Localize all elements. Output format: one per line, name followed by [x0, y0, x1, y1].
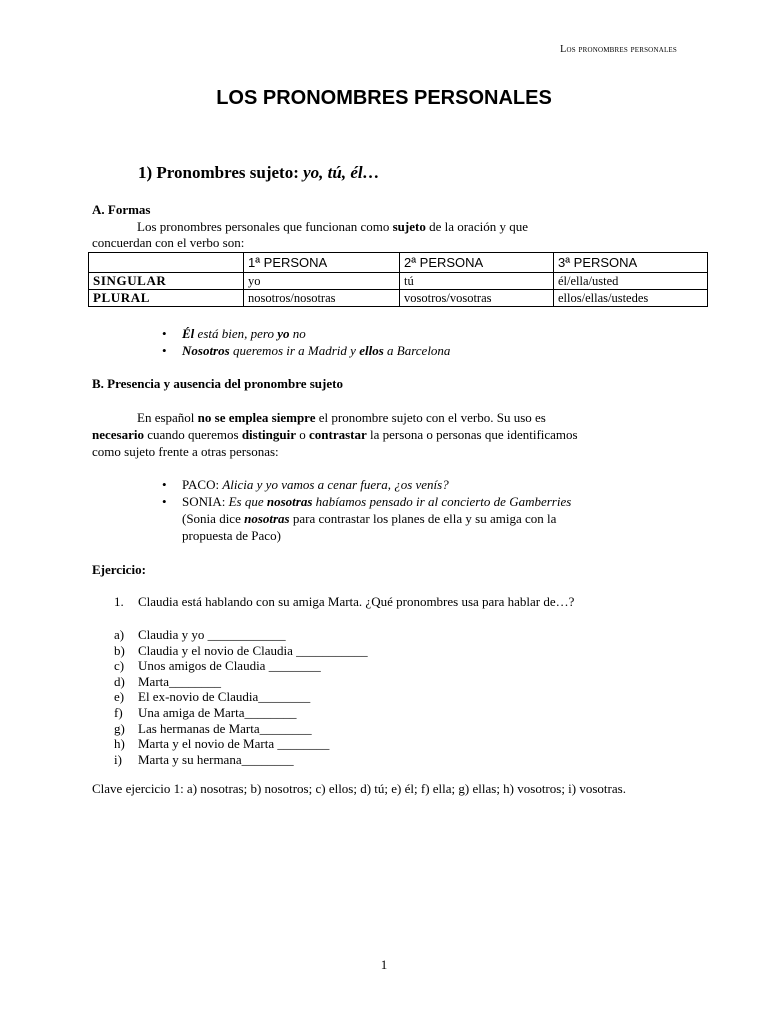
note-text: propuesta de Paco): [182, 528, 281, 543]
item-text: Claudia y el novio de Claudia ___________: [138, 642, 368, 658]
dialog-line: habíamos pensado ir al concierto de Gamberries: [312, 494, 572, 509]
bullet-icon: •: [162, 326, 167, 341]
table-row: [89, 273, 708, 290]
part-a-intro: [92, 219, 682, 251]
paragraph-text: la persona o personas que identificamos: [366, 427, 578, 442]
list-item: [162, 494, 702, 510]
section-heading-pronouns: yo, tú, él…: [303, 163, 380, 182]
part-a-heading: A. Formas: [92, 202, 151, 217]
item-text: Una amiga de Marta________: [138, 704, 297, 720]
item-text: Claudia y yo ____________: [138, 627, 286, 642]
paragraph-text: En español: [137, 410, 198, 425]
paragraph-emphasis: contrastar: [309, 427, 367, 442]
example-pronoun: ellos: [359, 343, 384, 358]
bullet-icon: •: [162, 343, 167, 358]
paragraph-text: como sujeto frente a otras personas:: [92, 444, 279, 459]
dialog-speaker: SONIA:: [182, 494, 229, 509]
dialog-speaker: PACO:: [182, 477, 223, 492]
table-cell: vosotros/vosotras: [400, 290, 554, 307]
note-emphasis: nosotras: [244, 511, 290, 526]
item-label: a): [114, 627, 125, 642]
page-title: LOS PRONOMBRES PERSONALES: [216, 87, 552, 109]
item-text: Marta y su hermana________: [138, 751, 294, 767]
example-pronoun: Nosotros: [182, 343, 230, 358]
note-text: (Sonia dice: [182, 511, 245, 526]
paragraph-text: cuando queremos: [143, 427, 242, 442]
list-item: [162, 343, 682, 359]
page-number: 1: [380, 957, 388, 972]
table-header-cell: 3ª PERSONA: [554, 253, 708, 273]
list-item: [162, 326, 682, 343]
item-label: f): [114, 704, 123, 720]
item-label: d): [114, 673, 125, 689]
table-row: [89, 290, 708, 307]
item-text: Unos amigos de Claudia ________: [138, 658, 321, 674]
list-item: [114, 689, 614, 705]
item-text: Marta________: [138, 673, 222, 689]
dialog-line: Alicia y yo vamos a cenar fuera, ¿os venís?: [222, 477, 449, 492]
answer-key: Clave ejercicio 1: a) nosotras; b) nosotros; c) ellos; d) tú; e) él; f) ella; g) ellas; h) vosotros; i) vosotras.: [92, 781, 626, 796]
list-item: [114, 705, 614, 721]
item-label: b): [114, 642, 125, 658]
table-cell: él/ella/usted: [554, 273, 708, 290]
list-item: [114, 721, 614, 737]
part-b-heading: B. Presencia y ausencia del pronombre sujeto: [92, 376, 343, 391]
intro-emphasis: sujeto: [392, 219, 426, 234]
section-heading-text: Pronombres sujeto:: [156, 163, 304, 182]
list-item: [114, 752, 614, 768]
part-b-paragraph: [92, 410, 682, 460]
example-text: queremos ir a Madrid y: [229, 343, 360, 358]
paragraph-text: el pronombre sujeto con el verbo. Su uso es: [315, 410, 546, 425]
list-item: [114, 674, 614, 690]
item-text: Marta y el novio de Marta ________: [138, 736, 330, 752]
dialog-line: Es que: [228, 494, 267, 509]
dialog-emphasis: nosotras: [266, 494, 313, 509]
example-text: a Barcelona: [383, 343, 451, 358]
table-header-cell: [89, 253, 244, 273]
list-item: [114, 643, 614, 659]
table-header-row: [89, 253, 708, 273]
question-number: 1.: [114, 594, 124, 609]
table-row-header: PLURAL: [89, 290, 244, 307]
note-text: para contrastar los planes de ella y su amiga con la: [289, 511, 557, 526]
example-text: no: [289, 326, 306, 341]
pronoun-forms-table: [88, 252, 708, 307]
item-label: h): [114, 736, 125, 752]
item-text: El ex-novio de Claudia________: [138, 689, 311, 705]
question-text: Claudia está hablando con su amiga Marta. ¿Qué pronombres usa para hablar de…?: [138, 594, 575, 609]
item-label: e): [114, 689, 125, 705]
list-item: [114, 736, 614, 752]
item-label: c): [114, 658, 125, 674]
table-row-header: SINGULAR: [89, 273, 244, 290]
table-cell: tú: [400, 273, 554, 290]
paragraph-text: o: [296, 427, 310, 442]
list-item: [162, 477, 702, 494]
example-text: está bien, pero: [194, 326, 278, 341]
section-heading: [138, 162, 380, 184]
running-header: Los pronombres personales: [560, 44, 677, 55]
item-label: g): [114, 720, 125, 736]
dialog-note: [162, 511, 702, 544]
paragraph-emphasis: necesario: [92, 427, 144, 442]
example-pronoun: Él: [182, 326, 195, 341]
table-header-cell: 1ª PERSONA: [244, 253, 400, 273]
list-item: [114, 627, 614, 643]
exercise-heading: Ejercicio:: [92, 562, 146, 577]
table-cell: nosotros/nosotras: [244, 290, 400, 307]
table-header-cell: 2ª PERSONA: [400, 253, 554, 273]
bullet-icon: •: [162, 494, 167, 509]
bullet-icon: •: [162, 477, 167, 492]
intro-text: concuerdan con el verbo son:: [92, 235, 245, 250]
example-list: [162, 326, 682, 359]
paragraph-emphasis: no se emplea siempre: [197, 410, 316, 425]
example-pronoun: yo: [277, 326, 290, 341]
intro-text: Los pronombres personales que funcionan como: [137, 219, 393, 234]
list-item: [114, 658, 614, 674]
exercise-question: [114, 594, 714, 610]
item-text: Las hermanas de Marta________: [138, 720, 312, 736]
section-number: 1): [138, 163, 157, 182]
exercise-items: [114, 627, 614, 767]
paragraph-emphasis: distinguir: [241, 427, 297, 442]
intro-text: de la oración y que: [425, 219, 528, 234]
item-label: i): [114, 751, 122, 767]
table-cell: ellos/ellas/ustedes: [554, 290, 708, 307]
dialog-list: [162, 477, 702, 544]
table-cell: yo: [244, 273, 400, 290]
